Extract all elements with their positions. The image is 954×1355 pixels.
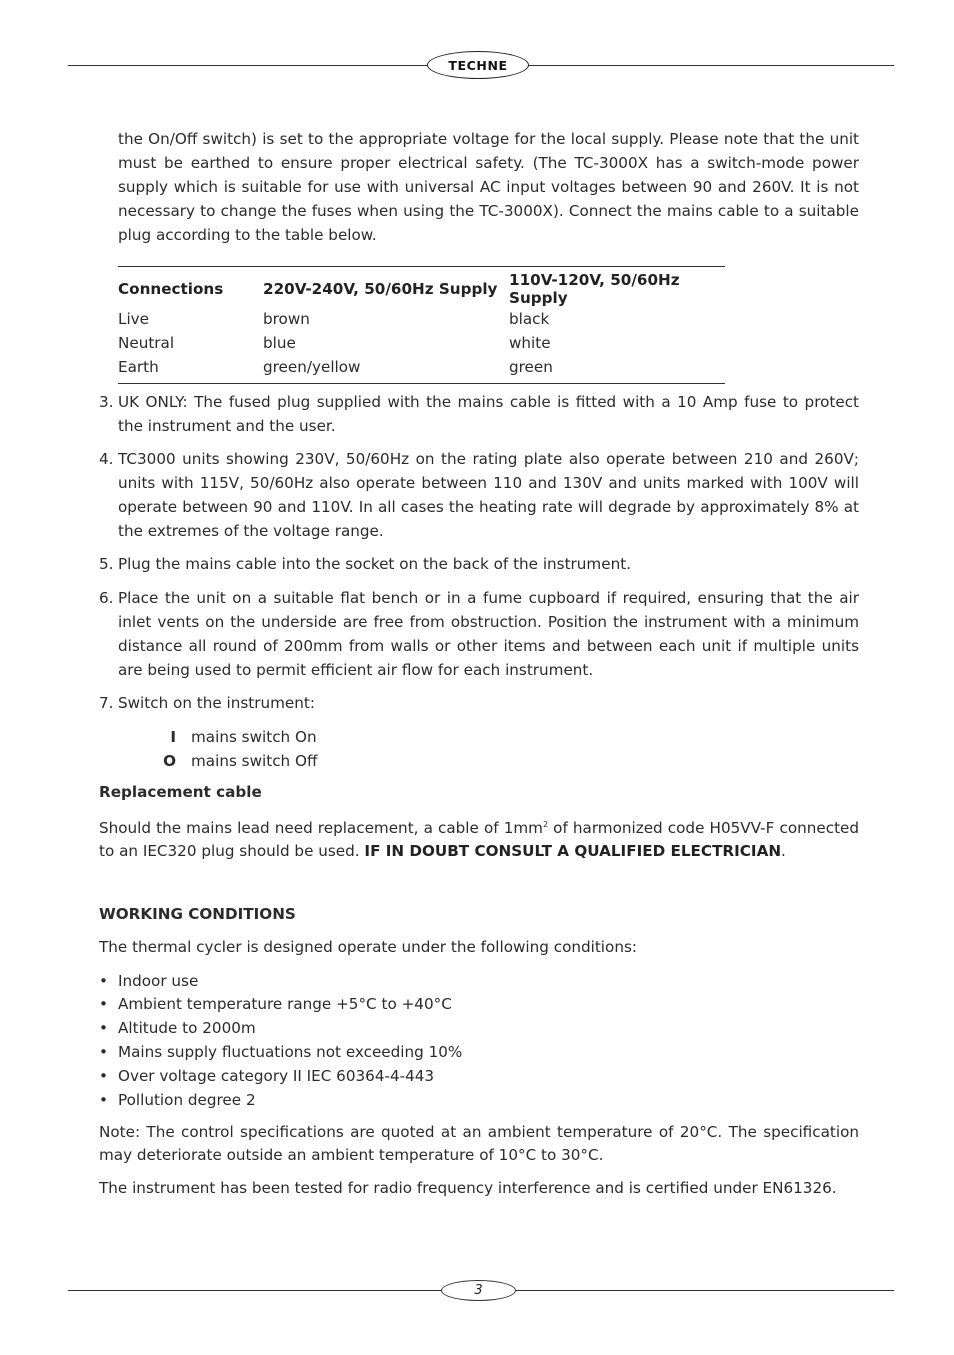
list-item: Ambient temperature range +5°C to +40°C [118, 995, 452, 1013]
electrician-warning: IF IN DOUBT CONSULT A QUALIFIED ELECTRICIAN [364, 841, 782, 860]
connections-table [118, 266, 725, 384]
list-item: Pollution degree 2 [118, 1091, 256, 1109]
step-number: 7. [99, 694, 114, 712]
step-number: 6. [99, 589, 114, 607]
table-cell: Live [118, 310, 150, 328]
table-cell: brown [263, 310, 310, 328]
techne-logo: TECHNE [427, 51, 529, 79]
table-cell: Neutral [118, 334, 175, 352]
table-row [118, 331, 725, 355]
step-number: 4. [99, 450, 114, 468]
step-text: Switch on the instrument: [118, 694, 315, 712]
switch-off-symbol: O [163, 752, 176, 770]
table-header-cell: 110V-120V, 50/60Hz Supply [509, 271, 680, 307]
table-cell: white [509, 334, 551, 352]
replacement-text-b: of harmonized code H05VV-F connected to an IEC320 plug should be used. [99, 819, 860, 860]
list-item: Indoor use [118, 972, 199, 990]
switch-on-symbol: I [170, 728, 176, 746]
replacement-text-a: Should the mains lead need replacement, a cable of 1mm [99, 819, 543, 837]
switch-off-text: mains switch Off [191, 752, 318, 770]
bullet-icon: • [99, 1067, 108, 1085]
list-item: Over voltage category II IEC 60364-4-443 [118, 1067, 435, 1085]
note-paragraph: Note: The control specifications are quoted at an ambient temperature of 20°C. The specification may deteriorate outside an ambient temperature of 10°C to 30°C. [99, 1123, 859, 1164]
replacement-text-c: . [781, 841, 786, 860]
table-cell: green [509, 358, 553, 376]
bullet-icon: • [99, 1091, 108, 1109]
step-text: UK ONLY: The fused plug supplied with the mains cable is fitted with a 10 Amp fuse to protect the instrument and the user. [118, 393, 859, 435]
replacement-paragraph [99, 814, 859, 862]
working-conditions-heading: WORKING CONDITIONS [99, 905, 296, 923]
bullet-icon: • [99, 995, 108, 1013]
step-number: 3. [99, 393, 114, 411]
step-text: TC3000 units showing 230V, 50/60Hz on the rating plate also operate between 210 and 260V; units with 115V, 50/60Hz also operate between 110 and 130V and units marked with 100V will operate between 90 and 110V. In all cases the heating rate will degrade by approximately 8% at the extremes of the voltage range. [118, 450, 859, 540]
list-item: Mains supply fluctuations not exceeding 10% [118, 1043, 463, 1061]
table-header-cell: Connections [118, 280, 224, 298]
superscript-two: 2 [542, 820, 549, 829]
table-cell: black [509, 310, 550, 328]
table-row [118, 307, 725, 331]
step-number: 5. [99, 555, 114, 573]
intro-paragraph: the On/Off switch) is set to the appropriate voltage for the local supply. Please note that the unit must be earthed to ensure proper electrical safety. (The TC-3000X has a switch-mode power supply which is suitable for use with universal AC input voltages between 90 and 260V. It is not necessary to change the fuses when using the TC-3000X). Connect the mains cable to a suitable plug according to the table below. [118, 130, 859, 244]
certification-paragraph: The instrument has been tested for radio frequency interference and is certified under EN61326. [99, 1179, 837, 1197]
table-cell: blue [263, 334, 296, 352]
replacement-cable-heading: Replacement cable [99, 783, 262, 801]
switch-on-text: mains switch On [191, 728, 317, 746]
table-header-row [118, 267, 725, 308]
bullet-icon: • [99, 972, 108, 990]
table-cell: green/yellow [263, 358, 361, 376]
list-item: Altitude to 2000m [118, 1019, 256, 1037]
table-header-cell: 220V-240V, 50/60Hz Supply [263, 280, 498, 298]
bullet-icon: • [99, 1019, 108, 1037]
working-intro: The thermal cycler is designed operate under the following conditions: [99, 938, 637, 956]
step-text: Place the unit on a suitable flat bench or in a fume cupboard if required, ensuring that the air inlet vents on the underside are free from obstruction. Position the instrument with a minimum distance all round of 200mm from walls or other items and between each unit if multiple units are being used to permit efficient air flow for each instrument. [118, 589, 859, 679]
bullet-icon: • [99, 1043, 108, 1061]
page-number: 3 [441, 1280, 516, 1301]
step-text: Plug the mains cable into the socket on the back of the instrument. [118, 555, 631, 573]
table-row [118, 355, 725, 384]
table-cell: Earth [118, 358, 159, 376]
